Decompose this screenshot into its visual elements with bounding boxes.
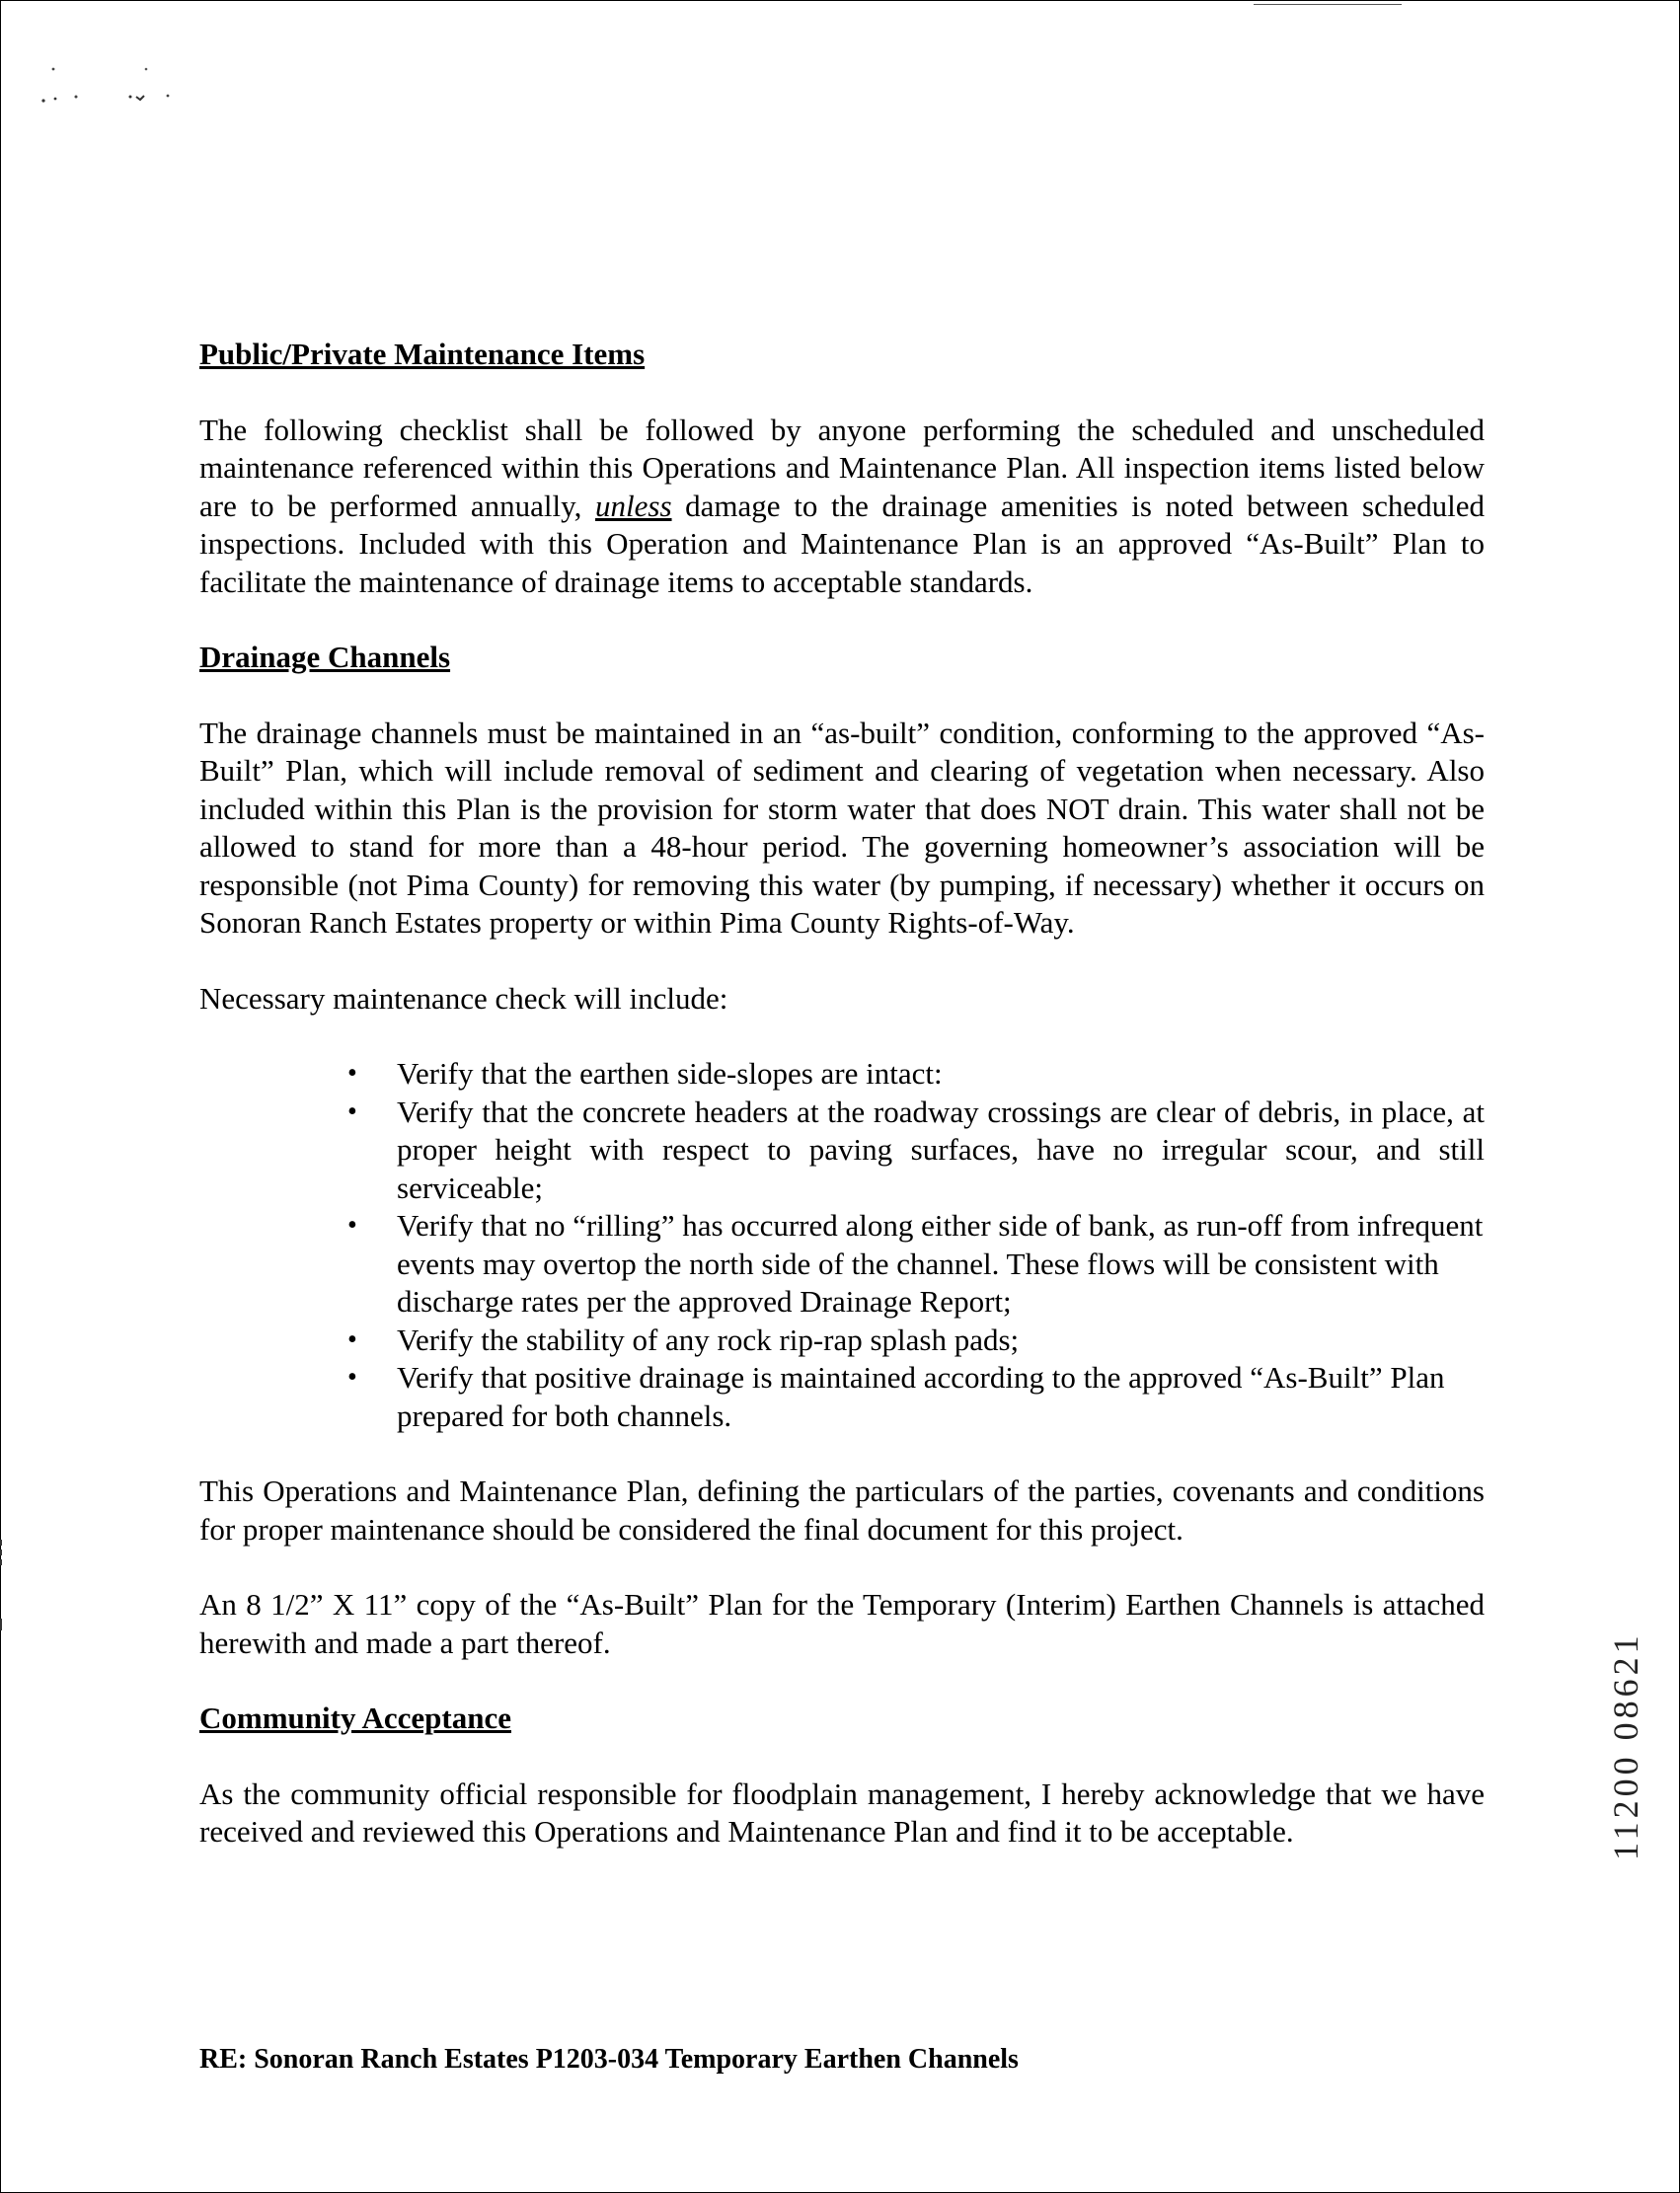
document-number-text: 11200 08621 xyxy=(1606,1631,1645,1860)
checklist-item-text: Verify that the earthen side-slopes are intact: xyxy=(397,1056,943,1091)
intro-paragraph xyxy=(199,412,1485,602)
bullet-icon: • xyxy=(347,1323,357,1355)
checklist-item-text: Verify that no “rilling” has occurred along either side of bank, as run-off from infrequent events may overtop the north side of the channel. These flows will be consistent with discharge rates per the approved Drainage Report; xyxy=(397,1208,1484,1319)
maintenance-checklist xyxy=(199,1055,1485,1435)
checklist-item xyxy=(347,1094,1485,1208)
bullet-icon: • xyxy=(347,1096,357,1127)
scan-specks xyxy=(39,59,188,109)
document-number-stamp xyxy=(1602,1584,1649,1860)
heading-community-acceptance: Community Acceptance xyxy=(199,1701,511,1735)
drainage-paragraph: The drainage channels must be maintained in an “as-built” condition, conforming to the approved “As-Built” Plan, which will include removal of sediment and clearing of vegetation when necessary. Also included within this Plan is the provision for storm water that does NOT drain. This water shall not be allowed to stand for more than a 48-hour period. The governing homeowner’s association will be responsible (not Pima County) for removing this water (by pumping, if necessary) whether it occurs on Sonoran Ranch Estates property or within Pima County Rights-of-Way. xyxy=(199,715,1485,940)
intro-emphasis: unless xyxy=(595,488,672,523)
checklist-item xyxy=(347,1359,1485,1435)
community-acceptance-paragraph: As the community official responsible for floodplain management, I hereby acknowledge that we have received and reviewed this Operations and Maintenance Plan and find it to be acceptable. xyxy=(199,1776,1485,1849)
intro-text-part1: The following checklist shall be followed by anyone performing the scheduled and unscheduled maintenance referenced within this Operations and Maintenance Plan. All inspection items listed below are to be performed annually, xyxy=(199,412,1485,523)
checklist-item xyxy=(347,1055,1485,1094)
bullet-icon: • xyxy=(347,1210,357,1241)
heading-maintenance-items: Public/Private Maintenance Items xyxy=(199,337,646,371)
final-document-paragraph: This Operations and Maintenance Plan, defining the particulars of the parties, covenants and conditions for proper maintenance should be considered the final document for this project. xyxy=(199,1474,1485,1547)
attachment-paragraph: An 8 1/2” X 11” copy of the “As-Built” Plan for the Temporary (Interim) Earthen Channels is attached herewith and made a part thereof. xyxy=(199,1587,1485,1660)
document-body xyxy=(199,336,1485,1852)
checklist-intro: Necessary maintenance check will include: xyxy=(199,980,728,1016)
bullet-icon: • xyxy=(347,1362,357,1393)
checklist-item-text: Verify that positive drainage is maintained according to the approved “As-Built” Plan prepared for both channels. xyxy=(397,1360,1445,1433)
heading-drainage-channels: Drainage Channels xyxy=(199,640,451,674)
bullet-icon: • xyxy=(347,1058,357,1089)
checklist-item-text: Verify the stability of any rock rip-rap splash pads; xyxy=(397,1322,1020,1357)
margin-tick xyxy=(0,1540,8,1565)
checklist-item xyxy=(347,1207,1485,1322)
checklist-item-text: Verify that the concrete headers at the roadway crossings are clear of debris, in place, at proper height with respect to paving surfaces, have no irregular scour, and still serviceable; xyxy=(397,1094,1485,1205)
intro-text-part2: damage to the drainage amenities is noted between scheduled inspections. Included with this Operation and Maintenance Plan is an approved “As-Built” Plan to facilitate the maintenance of drainage items to acceptable standards. xyxy=(199,488,1486,599)
top-rule xyxy=(1254,4,1402,5)
checklist-item xyxy=(347,1322,1485,1360)
margin-tick xyxy=(0,1619,8,1630)
reference-line: RE: Sonoran Ranch Estates P1203-034 Temporary Earthen Channels xyxy=(199,2044,1019,2075)
